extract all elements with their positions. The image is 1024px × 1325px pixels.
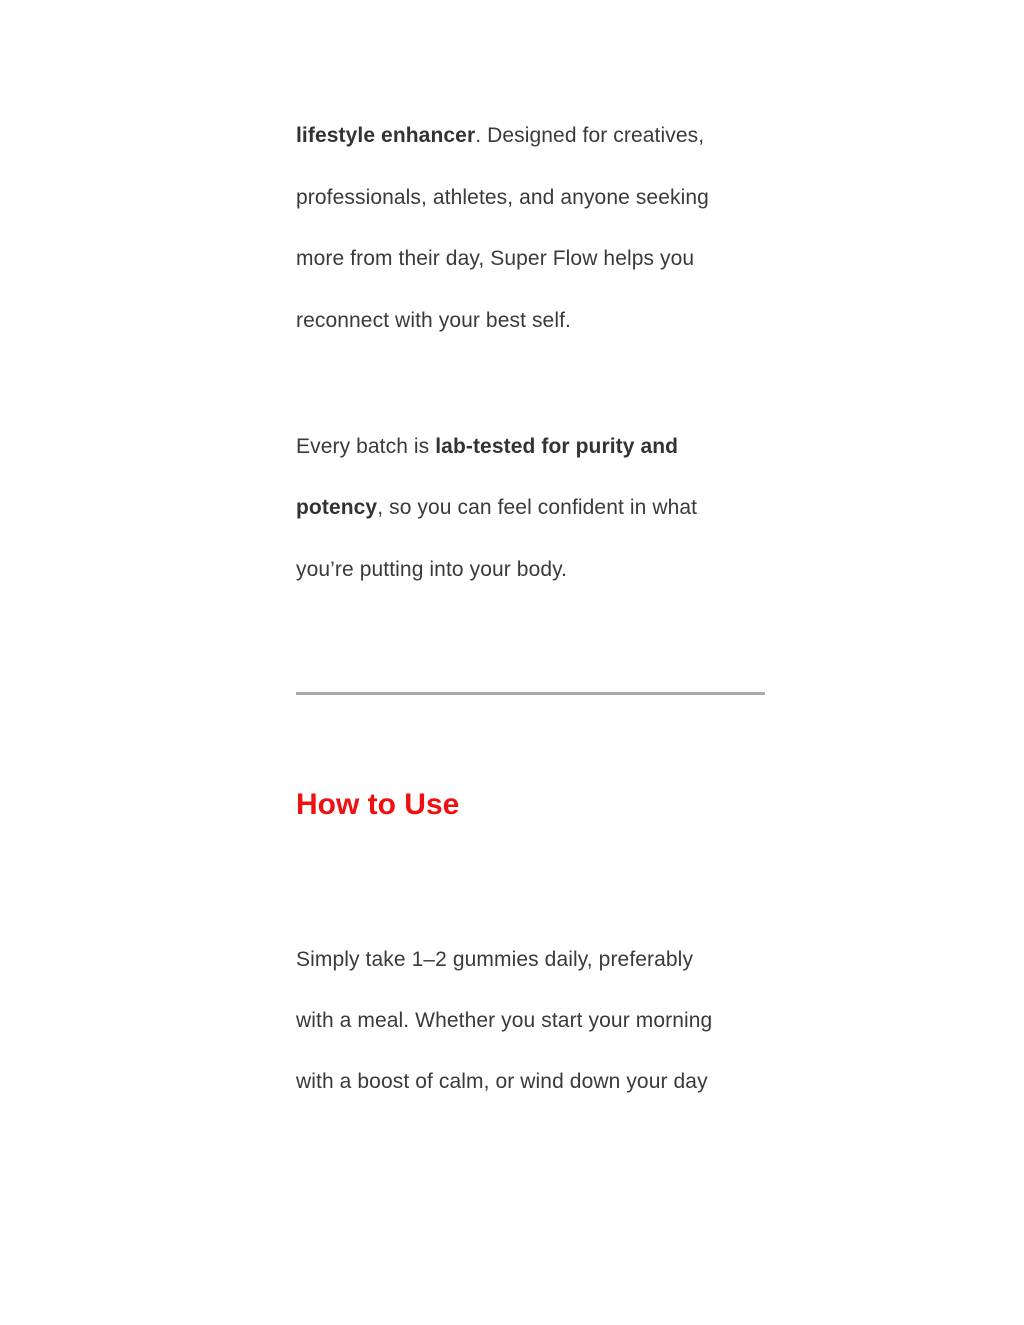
section-heading-how-to-use: How to Use [296, 788, 460, 821]
paragraph-3-line-2: with a meal. Whether you start your morning [296, 1009, 713, 1032]
paragraph-2-line-3: you’re putting into your body. [296, 558, 568, 581]
paragraph-1-line-4: reconnect with your best self. [296, 309, 571, 332]
paragraph-3-line-3: with a boost of calm, or wind down your day [296, 1070, 708, 1093]
bold-phrase-lifestyle-enhancer: lifestyle enhancer [296, 124, 476, 147]
text-segment: , so you can feel confident in what [377, 496, 698, 519]
paragraph-2-line-1 [296, 433, 678, 461]
text-segment: Every batch is [296, 435, 436, 458]
bold-phrase-lab-tested: lab-tested for purity and [435, 435, 679, 458]
paragraph-1-line-2: professionals, athletes, and anyone seeking [296, 186, 709, 209]
paragraph-1-line-1 [296, 122, 704, 150]
text-segment: . Designed for creatives, [475, 124, 705, 147]
bold-phrase-potency: potency [296, 496, 378, 519]
horizontal-divider [296, 692, 765, 695]
paragraph-2-line-2 [296, 494, 697, 522]
paragraph-3-line-1: Simply take 1–2 gummies daily, preferably [296, 948, 694, 971]
paragraph-1-line-3: more from their day, Super Flow helps you [296, 247, 695, 270]
